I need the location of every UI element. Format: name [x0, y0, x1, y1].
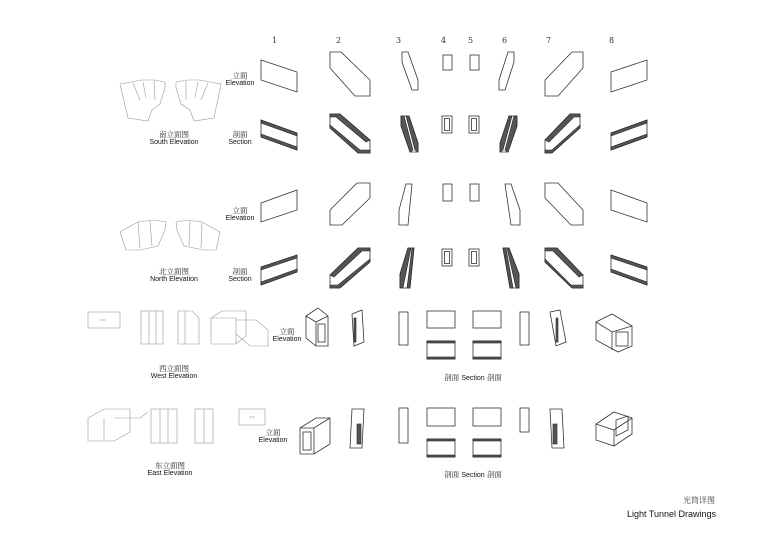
row-label-section: 剖面 Section	[228, 130, 252, 146]
tunnel-elevation-7	[545, 52, 583, 96]
facade-line	[201, 83, 208, 100]
row-label-elevation: 立面 Elevation	[225, 71, 255, 87]
east-section-row	[300, 408, 632, 457]
tunnel-elevation-4	[443, 184, 452, 201]
column-number: 7	[546, 36, 552, 45]
tunnel-section-iso-wall	[357, 424, 361, 444]
tunnel-section-rect	[427, 408, 455, 426]
east-elevation-thumbnail	[88, 409, 265, 443]
tunnel-section-plain	[520, 312, 529, 345]
facade-outline	[88, 409, 130, 441]
tunnel-elevation-1	[261, 190, 297, 222]
facade-outline	[178, 311, 199, 344]
tunnel-elevation-6	[499, 52, 514, 90]
facade-line	[154, 81, 155, 100]
west-section-row	[306, 308, 632, 359]
tunnel-section-rect-cut	[473, 439, 501, 457]
facade-outline	[114, 412, 148, 418]
section-caption: 剖面 Section 剖面	[444, 373, 502, 382]
tunnel-section-rect-wall	[427, 341, 455, 343]
tunnel-section-rect-wall	[473, 439, 501, 441]
facade-outline	[120, 220, 166, 250]
facade-line	[189, 221, 190, 246]
tunnel-section-iso-wall	[553, 424, 557, 444]
tunnel-section-rect	[473, 311, 501, 328]
facade-outline	[176, 80, 221, 121]
tunnel-section-rect-wall	[473, 357, 501, 359]
facade-outline	[151, 409, 177, 443]
facade-line	[143, 82, 146, 98]
tunnel-elevation-6	[505, 184, 520, 225]
row-label-elevation: 立面 Elevation	[258, 428, 288, 444]
facade-outline	[211, 318, 236, 344]
facade-line	[133, 83, 140, 100]
tunnel-section-plain	[520, 408, 529, 432]
column-number: 6	[502, 36, 508, 45]
tunnel-section-7	[545, 114, 580, 153]
tunnel-elevation-2	[330, 183, 370, 225]
tunnel-elevation-2	[330, 52, 370, 96]
column-number: 3	[396, 36, 402, 45]
facade-line	[150, 221, 152, 246]
row-label-elevation: 立面 Elevation	[272, 327, 302, 343]
section-caption: 剖面 Section 剖面	[444, 470, 502, 479]
tunnel-elevation-4	[443, 55, 452, 70]
tunnel-section-rect-wall	[473, 455, 501, 457]
tunnel-section-rect-wall	[427, 439, 455, 441]
north-elevation-row	[261, 183, 647, 225]
drawing-title-en: Light Tunnel Drawings	[627, 509, 717, 519]
north-elevation-thumbnail	[120, 220, 220, 250]
tunnel-section-rect	[473, 408, 501, 426]
north-elevation-caption: 北立面图 North Elevation	[150, 267, 198, 283]
tunnel-elevation-3	[402, 52, 418, 90]
tunnel-section-iso-wall	[556, 318, 558, 342]
facade-outline	[120, 80, 165, 121]
facade-outline	[211, 311, 246, 344]
tunnel-elevation-8	[611, 60, 647, 92]
tunnel-section-plain	[399, 312, 408, 345]
tunnel-section-rect-wall	[427, 455, 455, 457]
north-section-row	[261, 248, 647, 288]
tunnel-section-rect	[427, 311, 455, 328]
tunnel-section-rect-cut	[427, 439, 455, 457]
facade-outline	[141, 311, 163, 344]
drawing-title-cn: 光筒详图	[683, 496, 715, 505]
tunnel-elevation-5	[470, 184, 479, 201]
column-number: 5	[468, 36, 474, 45]
south-elevation-caption: 南立面图 South Elevation	[149, 130, 199, 146]
column-number: 2	[336, 36, 342, 45]
tunnel-section-iso-wall	[354, 318, 356, 342]
tunnel-section-rect-cut	[427, 341, 455, 359]
tunnel-section-rect-wall	[427, 357, 455, 359]
east-elevation-caption: 东立面图 East Elevation	[147, 461, 193, 477]
tunnel-elevation-1	[261, 60, 297, 92]
tunnel-section-plain	[399, 408, 408, 443]
tunnel-section-7	[545, 248, 583, 288]
tunnel-elevation-3	[399, 184, 412, 225]
tunnel-box-iso	[300, 418, 330, 454]
tunnel-section-rect-wall	[473, 341, 501, 343]
facade-line	[138, 222, 140, 248]
row-label-section: 剖面 Section	[228, 267, 252, 283]
west-elevation-caption: 西立面图 West Elevation	[150, 364, 198, 380]
facade-outline	[176, 220, 220, 250]
tunnel-elevation-5	[470, 55, 479, 70]
facade-outline	[236, 320, 268, 346]
tunnel-section-2	[330, 248, 370, 288]
south-section-row	[261, 114, 647, 153]
tunnel-section-rect-cut	[473, 341, 501, 359]
west-elevation-thumbnail	[88, 311, 268, 346]
facade-line	[195, 82, 198, 98]
facade-line	[201, 222, 202, 248]
column-number: 4	[441, 36, 447, 45]
column-number: 1	[272, 36, 278, 45]
tunnel-elevation-7	[545, 183, 583, 225]
column-number: 8	[609, 36, 615, 45]
south-elevation-row	[261, 52, 647, 96]
row-label-elevation: 立面 Elevation	[225, 206, 255, 222]
south-elevation-thumbnail	[120, 80, 221, 121]
tunnel-elevation-8	[611, 190, 647, 222]
